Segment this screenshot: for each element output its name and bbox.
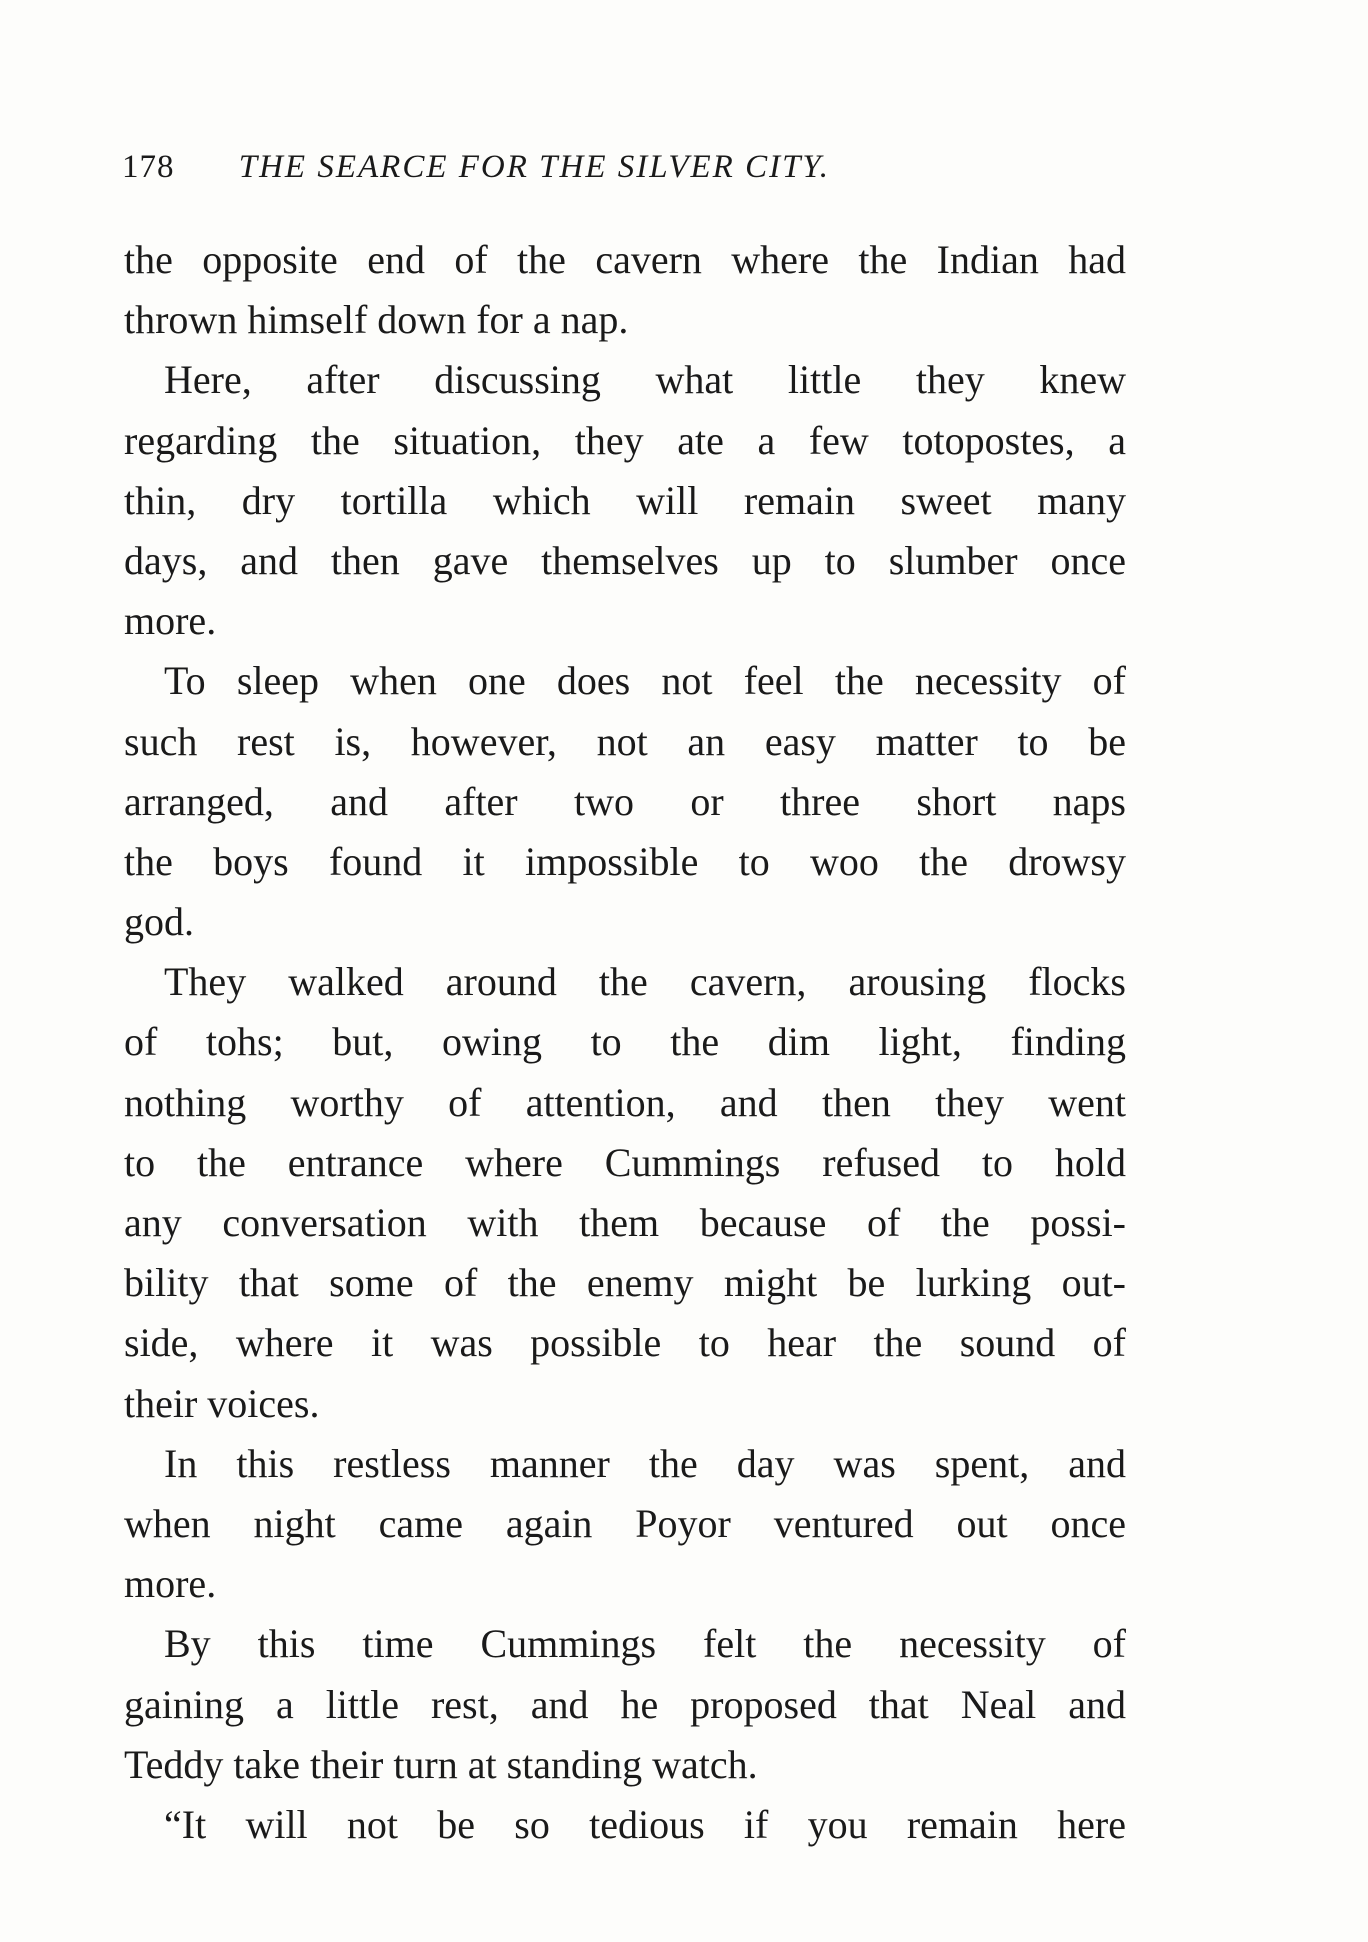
text-line: any conversation with them because of the possi- — [124, 1200, 1126, 1245]
paragraph — [124, 350, 1126, 651]
paragraph — [124, 952, 1126, 1434]
paragraph-continuation — [124, 230, 1126, 350]
text-line: thin, dry tortilla which will remain sweet many — [124, 477, 1126, 523]
text-line: their voices. — [124, 1380, 320, 1426]
running-head — [122, 142, 1132, 192]
text-line: such rest is, however, not an easy matter to be — [124, 718, 1126, 764]
text-line: more. — [124, 1561, 217, 1607]
text-line: when night came again Poyor ventured out once — [124, 1500, 1126, 1546]
text-line: nothing worthy of attention, and then they went — [124, 1079, 1126, 1125]
text-line: the opposite end of the cavern where the Indian had — [124, 237, 1126, 282]
text-line: of tohs; but, owing to the dim light, finding — [124, 1019, 1126, 1065]
text-line: Teddy take their turn at standing watch. — [124, 1741, 758, 1787]
text-line: days, and then gave themselves up to slumber once — [124, 537, 1126, 583]
text-line: In this restless manner the day was spent, and — [164, 1440, 1126, 1486]
text-line: gaining a little rest, and he proposed that Neal and — [124, 1681, 1126, 1727]
text-line: bility that some of the enemy might be lurking out- — [124, 1260, 1126, 1306]
text-line: more. — [124, 598, 217, 644]
paragraph — [124, 651, 1126, 952]
running-title: THE SEARCE FOR THE SILVER CITY. — [238, 149, 830, 185]
text-line: to the entrance where Cummings refused to hold — [124, 1139, 1126, 1185]
text-line: To sleep when one does not feel the necessity of — [164, 658, 1126, 704]
text-line: “It will not be so tedious if you remain here — [164, 1801, 1126, 1847]
text-line: regarding the situation, they ate a few totopostes, a — [124, 417, 1126, 463]
paragraph — [124, 1795, 1126, 1855]
text-line: Here, after discussing what little they knew — [164, 357, 1126, 403]
body-text — [124, 230, 1126, 1855]
text-line: side, where it was possible to hear the sound of — [124, 1320, 1126, 1366]
text-line: thrown himself down for a nap. — [124, 297, 629, 343]
text-line: They walked around the cavern, arousing flocks — [164, 959, 1126, 1005]
paragraph — [124, 1614, 1126, 1795]
text-line: arranged, and after two or three short naps — [124, 778, 1126, 824]
page-number: 178 — [122, 149, 175, 185]
text-line: the boys found it impossible to woo the drowsy — [124, 838, 1126, 884]
text-line: god. — [124, 899, 194, 945]
text-line: By this time Cummings felt the necessity of — [164, 1621, 1126, 1667]
paragraph — [124, 1434, 1126, 1615]
